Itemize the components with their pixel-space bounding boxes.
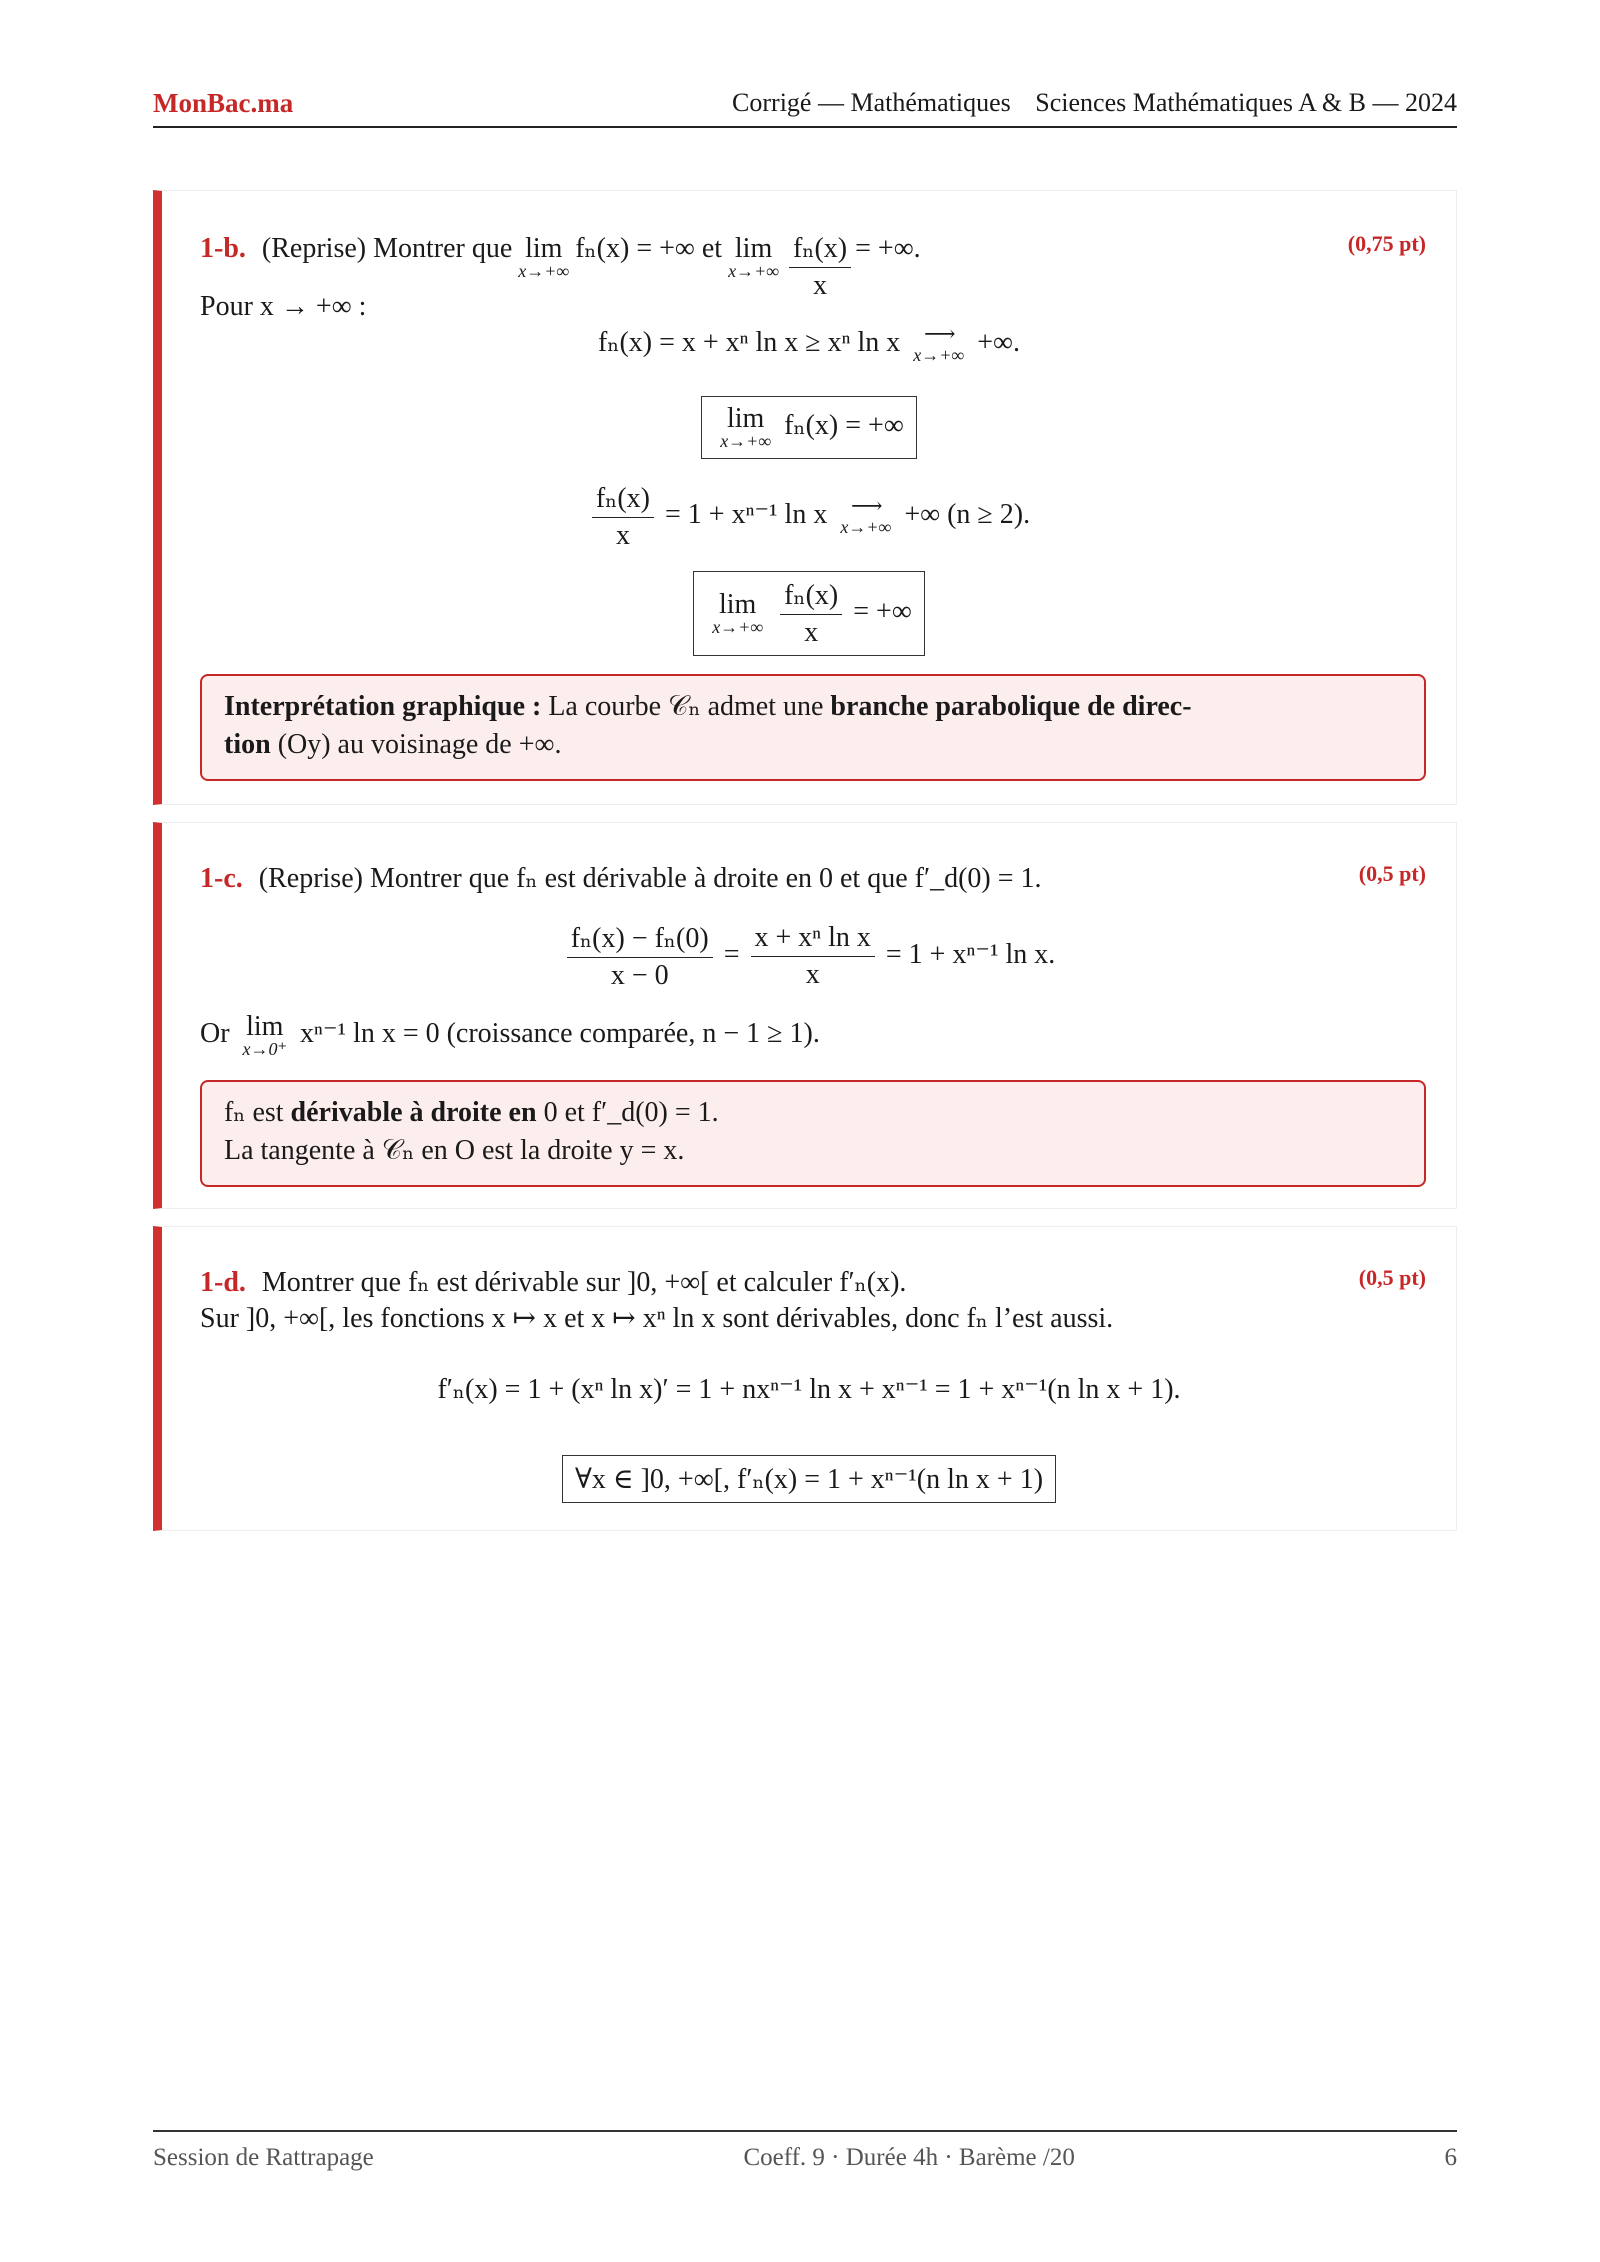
question-1b-statement: 1-b. (Reprise) Montrer que lim x→+∞ fₙ(x) = +∞ et lim x→+∞ $\frac{\text{fₙ(x)}}{x}$ = +∞. (0,75 pt) — [200, 231, 1426, 301]
page-footer — [153, 2130, 1457, 2172]
derivative-equation: f′ₙ(x) = 1 + (xⁿ ln x)′ = 1 + nxⁿ⁻¹ ln x + xⁿ⁻¹ = 1 + xⁿ⁻¹(n ln x + 1). — [437, 1374, 1181, 1405]
question-1c-statement: 1-c. (Reprise) Montrer que fₙ est dérivable à droite en 0 et que f′_d(0) = 1. (0,5 pt) — [200, 861, 1426, 894]
intro-text: Pour x → +∞ : — [200, 291, 367, 322]
interpretation-note: Interprétation graphique : La courbe 𝒞ₙ admet une branche parabolique de direc- tion (Oy) au voisinage de +∞. — [200, 674, 1426, 781]
header-title — [732, 88, 1457, 118]
explanation-text: Sur ]0, +∞[, les fonctions x ↦ x et x ↦ xⁿ ln x sont dérivables, donc fₙ l’est aussi. — [200, 1303, 1114, 1334]
page-number: 6 — [1444, 2144, 1457, 2171]
question-1b — [153, 190, 1457, 805]
header-track: Sciences Mathématiques A & B — 2024 — [1035, 88, 1457, 117]
result-box-1: lim x→+∞ fₙ(x) = +∞ — [162, 396, 1456, 459]
footer-meta: Coeff. 9 · Durée 4h · Barème /20 — [743, 2144, 1075, 2171]
conclusion-note: fₙ est dérivable à droite en 0 et f′_d(0) = 1. La tangente à 𝒞ₙ en O est la droite y = x. — [200, 1080, 1426, 1187]
equation-rate: $\frac{\text{fₙ(x) − fₙ(0)}}{x - 0}$ = $\frac{\text{x + xⁿ ln x}}{x}$ = 1 + xⁿ⁻¹ ln x. — [162, 921, 1456, 992]
question-number: 1-c. — [200, 863, 243, 894]
question-number: 1-b. — [200, 233, 246, 264]
points-badge: (0,75 pt) — [1347, 231, 1426, 256]
or-line: Or lim x→0⁺ xⁿ⁻¹ ln x = 0 (croissance comparée, n − 1 ≥ 1). — [200, 1011, 820, 1059]
question-1d — [153, 1226, 1457, 1531]
result-box: ∀x ∈ ]0, +∞[, f′ₙ(x) = 1 + xⁿ⁻¹(n ln x + 1) — [162, 1455, 1456, 1503]
question-number: 1-d. — [200, 1267, 246, 1298]
equation-2: $\frac{\text{fₙ(x)}}{x}$ = 1 + xⁿ⁻¹ ln x ⟶ x→+∞ +∞ (n ≥ 2). — [162, 481, 1456, 552]
result-box-2: lim x→+∞ $\frac{\text{fₙ(x)}}{x}$ = +∞ — [162, 571, 1456, 656]
page-header — [153, 88, 1457, 128]
points-badge: (0,5 pt) — [1358, 1265, 1426, 1290]
question-1c — [153, 822, 1457, 1209]
equation-1: fₙ(x) = x + xⁿ ln x ≥ xⁿ ln x ⟶ x→+∞ +∞. — [598, 321, 1020, 365]
brand-logo: MonBac.ma — [153, 88, 294, 118]
footer-session: Session de Rattrapage — [153, 2144, 374, 2171]
question-1d-statement: 1-d. Montrer que fₙ est dérivable sur ]0, +∞[ et calculer f′ₙ(x). (0,5 pt) — [200, 1265, 1426, 1298]
header-subject: Corrigé — Mathématiques — [732, 88, 1011, 117]
points-badge: (0,5 pt) — [1358, 861, 1426, 886]
